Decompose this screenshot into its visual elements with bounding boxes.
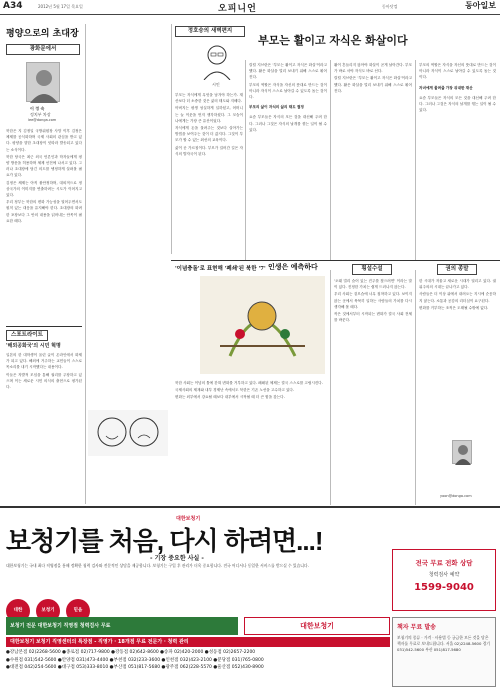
column4-body (175, 380, 327, 504)
column4-paragraph: 북한 사회는 이념의 틀에 갇혀 변화를 거부하고 있다. 폐쇄된 체제는 결국 스스로를 고립시킨다. (175, 381, 323, 385)
poet-portrait (200, 42, 234, 80)
column6-paragraph: 한 시대가 저물고 새로운 시대가 열리고 있다. 권위주의의 시대는 끝나가고 있다. (419, 279, 496, 290)
ad-booklet-desc: 보청기의 종류 · 가격 · 사용법 등 궁금한 모든 것을 담은 책자를 무료로 보내드립니다. 서울 02)2248-5600 경기 031)542-5600 부산 051)817-5680 (397, 635, 490, 652)
author-photo (26, 62, 60, 102)
main-headline: 부모는 활이고 자식은 화살이다 (258, 34, 408, 47)
ad-green-bar: 보청기 전문 대한보청기 직영점 청력검사 무료 (6, 617, 238, 635)
column2-paragraph: 부모는 자식에게 무엇을 남겨야 하는가. 재산보다 더 소중한 것은 삶의 태도와 지혜다. (175, 93, 243, 104)
ad-brand: 대한보청기 (176, 516, 201, 522)
column2-label: 정호승의 새벽편지 (175, 26, 245, 37)
sub-column-body (6, 352, 82, 502)
column2-paragraph: 아버지는 평생 성실하게 일하셨고, 어머니는 늘 이웃을 먼저 생각하셨다. 그 모습이 나에게는 가장 큰 유산이었다. (175, 106, 243, 123)
column5-paragraph: 우리 사회는 겉모습에 너무 집착하고 있다. 보이지 않는 곳에서 묵묵히 일하는 사람들의 가치를 다시 생각해 볼 때다. (334, 292, 412, 309)
column4-paragraph: 국제사회의 제재와 내부 경제난 속에서도 북한은 기존 노선을 고수하고 있다. (175, 388, 295, 393)
ad-branch-line: ●수원점 031)542-5600 ●안양점 031)473-4400 ●부천점 032)233-3600 ●인천점 032)423-2100 ●분당점 031)765-0800 (6, 657, 264, 663)
column1-headline: 평양으로의 초대장 (6, 29, 79, 39)
column2-body (175, 92, 243, 257)
column3-paragraph: 칼릴 지브란은 '부모는 활이고 자식은 화살'이라고 했다. 활은 화살을 멀리 보내기 위해 스스로 휘어진다. (249, 63, 327, 80)
column5-paragraph: 작은 것에서부터 시작되는 변화가 결국 사회 전체를 바꾼다. (334, 312, 412, 323)
illustration (200, 276, 325, 374)
author-email: lee@donga.com (28, 118, 57, 122)
advertisement (0, 509, 500, 691)
ad-subline: - 기장 중요한 사실 - (150, 555, 204, 562)
author-name: 이 정 숙 (30, 106, 45, 111)
author-role: 정치부 차장 (30, 112, 51, 117)
ad-booklet-box[interactable] (392, 617, 496, 687)
column1-label: 광화문에서 (6, 44, 80, 55)
column5-label: 횡설수설 (352, 264, 392, 275)
column3-subhead: 자녀에게 물려줄 가장 위대한 재산 (419, 85, 473, 90)
sub-column-title: '해외공화국'의 시민 혁명 (6, 343, 61, 349)
masthead: 동아일보 (465, 0, 496, 10)
sub-column-paragraph: 이들은 자발적 모임을 통해 권리를 주장하고 있으며 이는 새로운 시민 의식의 출현으로 평가된다. (6, 372, 82, 390)
column2-paragraph: 자식에게 돈을 물려주는 것보다 살아가는 방법을 보여주는 것이 더 값지다. 그것이 부모가 할 수 있는 최선의 교육이다. (175, 126, 243, 143)
column1-paragraph: 북한은 지 김정일 국방위원장 사망 이후 김정은 체제를 공식화하며 국제 사회의 관심을 받고 있다. 평양을 향한 초대장이 잇따라 발송되고 있다는 소식이다. (6, 129, 82, 152)
column3-body-a (249, 62, 327, 257)
ad-phone-sub: 청력검사 예약 (428, 572, 460, 578)
column3-paragraph: 칼릴 지브란은 '부모는 활이고 자식은 화살'이라고 했다. 활은 화살을 멀리 보내기 위해 스스로 휘어진다. (334, 76, 412, 93)
ad-description: 대한보청기는 국내 최다 직영점을 통해 정확한 청력 검사와 전문적인 상담을 제공합니다. 보청기는 구입 후 관리가 더욱 중요합니다. 전국 어디서나 동일한 서비스를 받으실 수 있습니다. (6, 563, 309, 568)
ad-branch-line: ●대전점 042)254-5600 ●대구점 053)333-8010 ●부산점 051)817-5680 ●광주점 062)228-5570 ●울산점 052)430-8900 (6, 665, 264, 671)
ad-badge: 보청기 (36, 599, 60, 623)
column2-paragraph: 삶이 곧 가르침이다. 부모가 걸어간 길은 자식의 발자국이 된다. (175, 145, 243, 156)
column4-inset-photo (88, 410, 168, 456)
ad-branch-list (6, 649, 390, 672)
website-label: 동아닷컴 (382, 4, 398, 9)
column3-paragraph: 요즘 부모들은 자식의 모든 것을 대신해 주려 한다. 그러나 그것은 자식의 날개를 꺾는 일이 될 수 있다. (419, 95, 496, 113)
column3-subhead: 부모의 삶이 자식의 삶의 태도 결정 (249, 105, 304, 110)
column3-paragraph: 부모의 역할은 자식을 자신의 뜻대로 만드는 것이 아니라 자식이 스스로 날아갈 수 있도록 돕는 것이다. (249, 82, 327, 100)
column3-body-c (419, 62, 496, 257)
column3-paragraph: 부모의 역할은 자식을 자신의 뜻대로 만드는 것이 아니라 자식이 스스로 날아갈 수 있도록 돕는 것이다. (419, 63, 496, 80)
column5-body (334, 278, 412, 504)
column6-body (419, 278, 496, 438)
ad-red-bar: 대한보청기 보청기 직영센터의 특장점 - 직영가 · 18개점 무료 전문가 · 청력 관리 (6, 637, 390, 647)
ad-booklet-title: 책자 무료 발송 (397, 624, 436, 631)
column4-paragraph: 변화는 외부에서 강요될 때보다 내부에서 시작될 때 더 큰 힘을 갖는다. (175, 395, 285, 400)
column1-paragraph: 김정은 체제는 아직 불안정하며, 대외적으로 정상국가의 이미지를 연출하려는 시도가 이어지고 있다. (6, 180, 82, 198)
column6-paragraph: 변화를 거부하는 조직은 도태될 수밖에 없다. (419, 305, 489, 310)
column1-body (6, 128, 82, 323)
sub-column-paragraph: 일본의 한 대학생이 올린 글이 온라인에서 화제가 되고 있다. 해외에 거주하는 교민들이 스스로 목소리를 내기 시작했다는 내용이다. (6, 353, 82, 370)
ad-phone-box[interactable] (392, 549, 496, 611)
ad-badge: 믿음 (66, 599, 90, 623)
column4-headline2: 인생은 예측하다 (268, 262, 318, 271)
ad-logo: 대한보청기 (244, 617, 390, 635)
issue-date: 2012년 5월 17일 목요일 (38, 4, 83, 9)
ad-phone-title: 전국 무료 전화 상담 (415, 559, 473, 567)
column3-body-b (334, 62, 412, 257)
ad-phone-number[interactable]: 1599-9040 (414, 582, 474, 593)
poet-caption: 시인 (212, 82, 220, 87)
column6-label: 권의 종말 (437, 264, 477, 275)
ad-badges (6, 599, 206, 619)
column6-paragraph: 사람들은 더 이상 위에서 내려오는 지시에 순응하지 않는다. 소통과 공감의 리더십이 요구된다. (419, 292, 496, 303)
ad-badge: 대한 (6, 599, 30, 623)
column4-headline: '이념충돌'로 표현해 '폐쇄'된 북한 '7' (175, 266, 266, 272)
ad-headline: 보청기를 처음, 다시 하려면...! (6, 526, 323, 556)
column3-paragraph: 활이 흔들리지 않아야 화살이 곧게 날아간다. 부모가 바로 서야 자식도 바로 선다. (334, 63, 412, 74)
sub-column-label: 스포트라이트 (6, 330, 48, 341)
section-title: 오피니언 (218, 4, 257, 14)
page-header (0, 0, 500, 15)
ad-branch-line: ●강남본점 02)2268-5600 ●종로점 02)717-9800 ●강동점 02)642-8600 ●송파 02)420-2000 ●성동점 02)2657-2200 (6, 650, 256, 655)
column1-paragraph: 우리 정부는 북한의 변화 가능성을 열어두면서도 원칙 있는 대응을 유지해야 한다. 초대장의 화려한 포장보다 그 안의 내용을 읽어내는 안목이 필요한 때다. (6, 200, 82, 223)
column6-email: yoon@donga.com (440, 494, 472, 498)
column3-paragraph: 요즘 부모들은 자식의 모든 것을 대신해 주려 한다. 그러나 그것은 자식의 날개를 꺾는 일이 될 수 있다. (249, 115, 327, 132)
column6-author-photo (452, 440, 472, 464)
column5-paragraph: '오래 멀리 숨어 있는 진주를 찾으려면' 이라는 말이 있다. 진정한 가치는 쉽게 드러나지 않는다. (334, 279, 412, 290)
page-number: A34 (3, 1, 23, 11)
column1-paragraph: 북한 당국은 최근 외국 언론인과 학자들에게 평양 방문을 허용하며 체제 선전에 나서고 있다. 그러나 초대장에 담긴 의도를 냉정하게 살펴볼 필요가 있다. (6, 154, 82, 178)
